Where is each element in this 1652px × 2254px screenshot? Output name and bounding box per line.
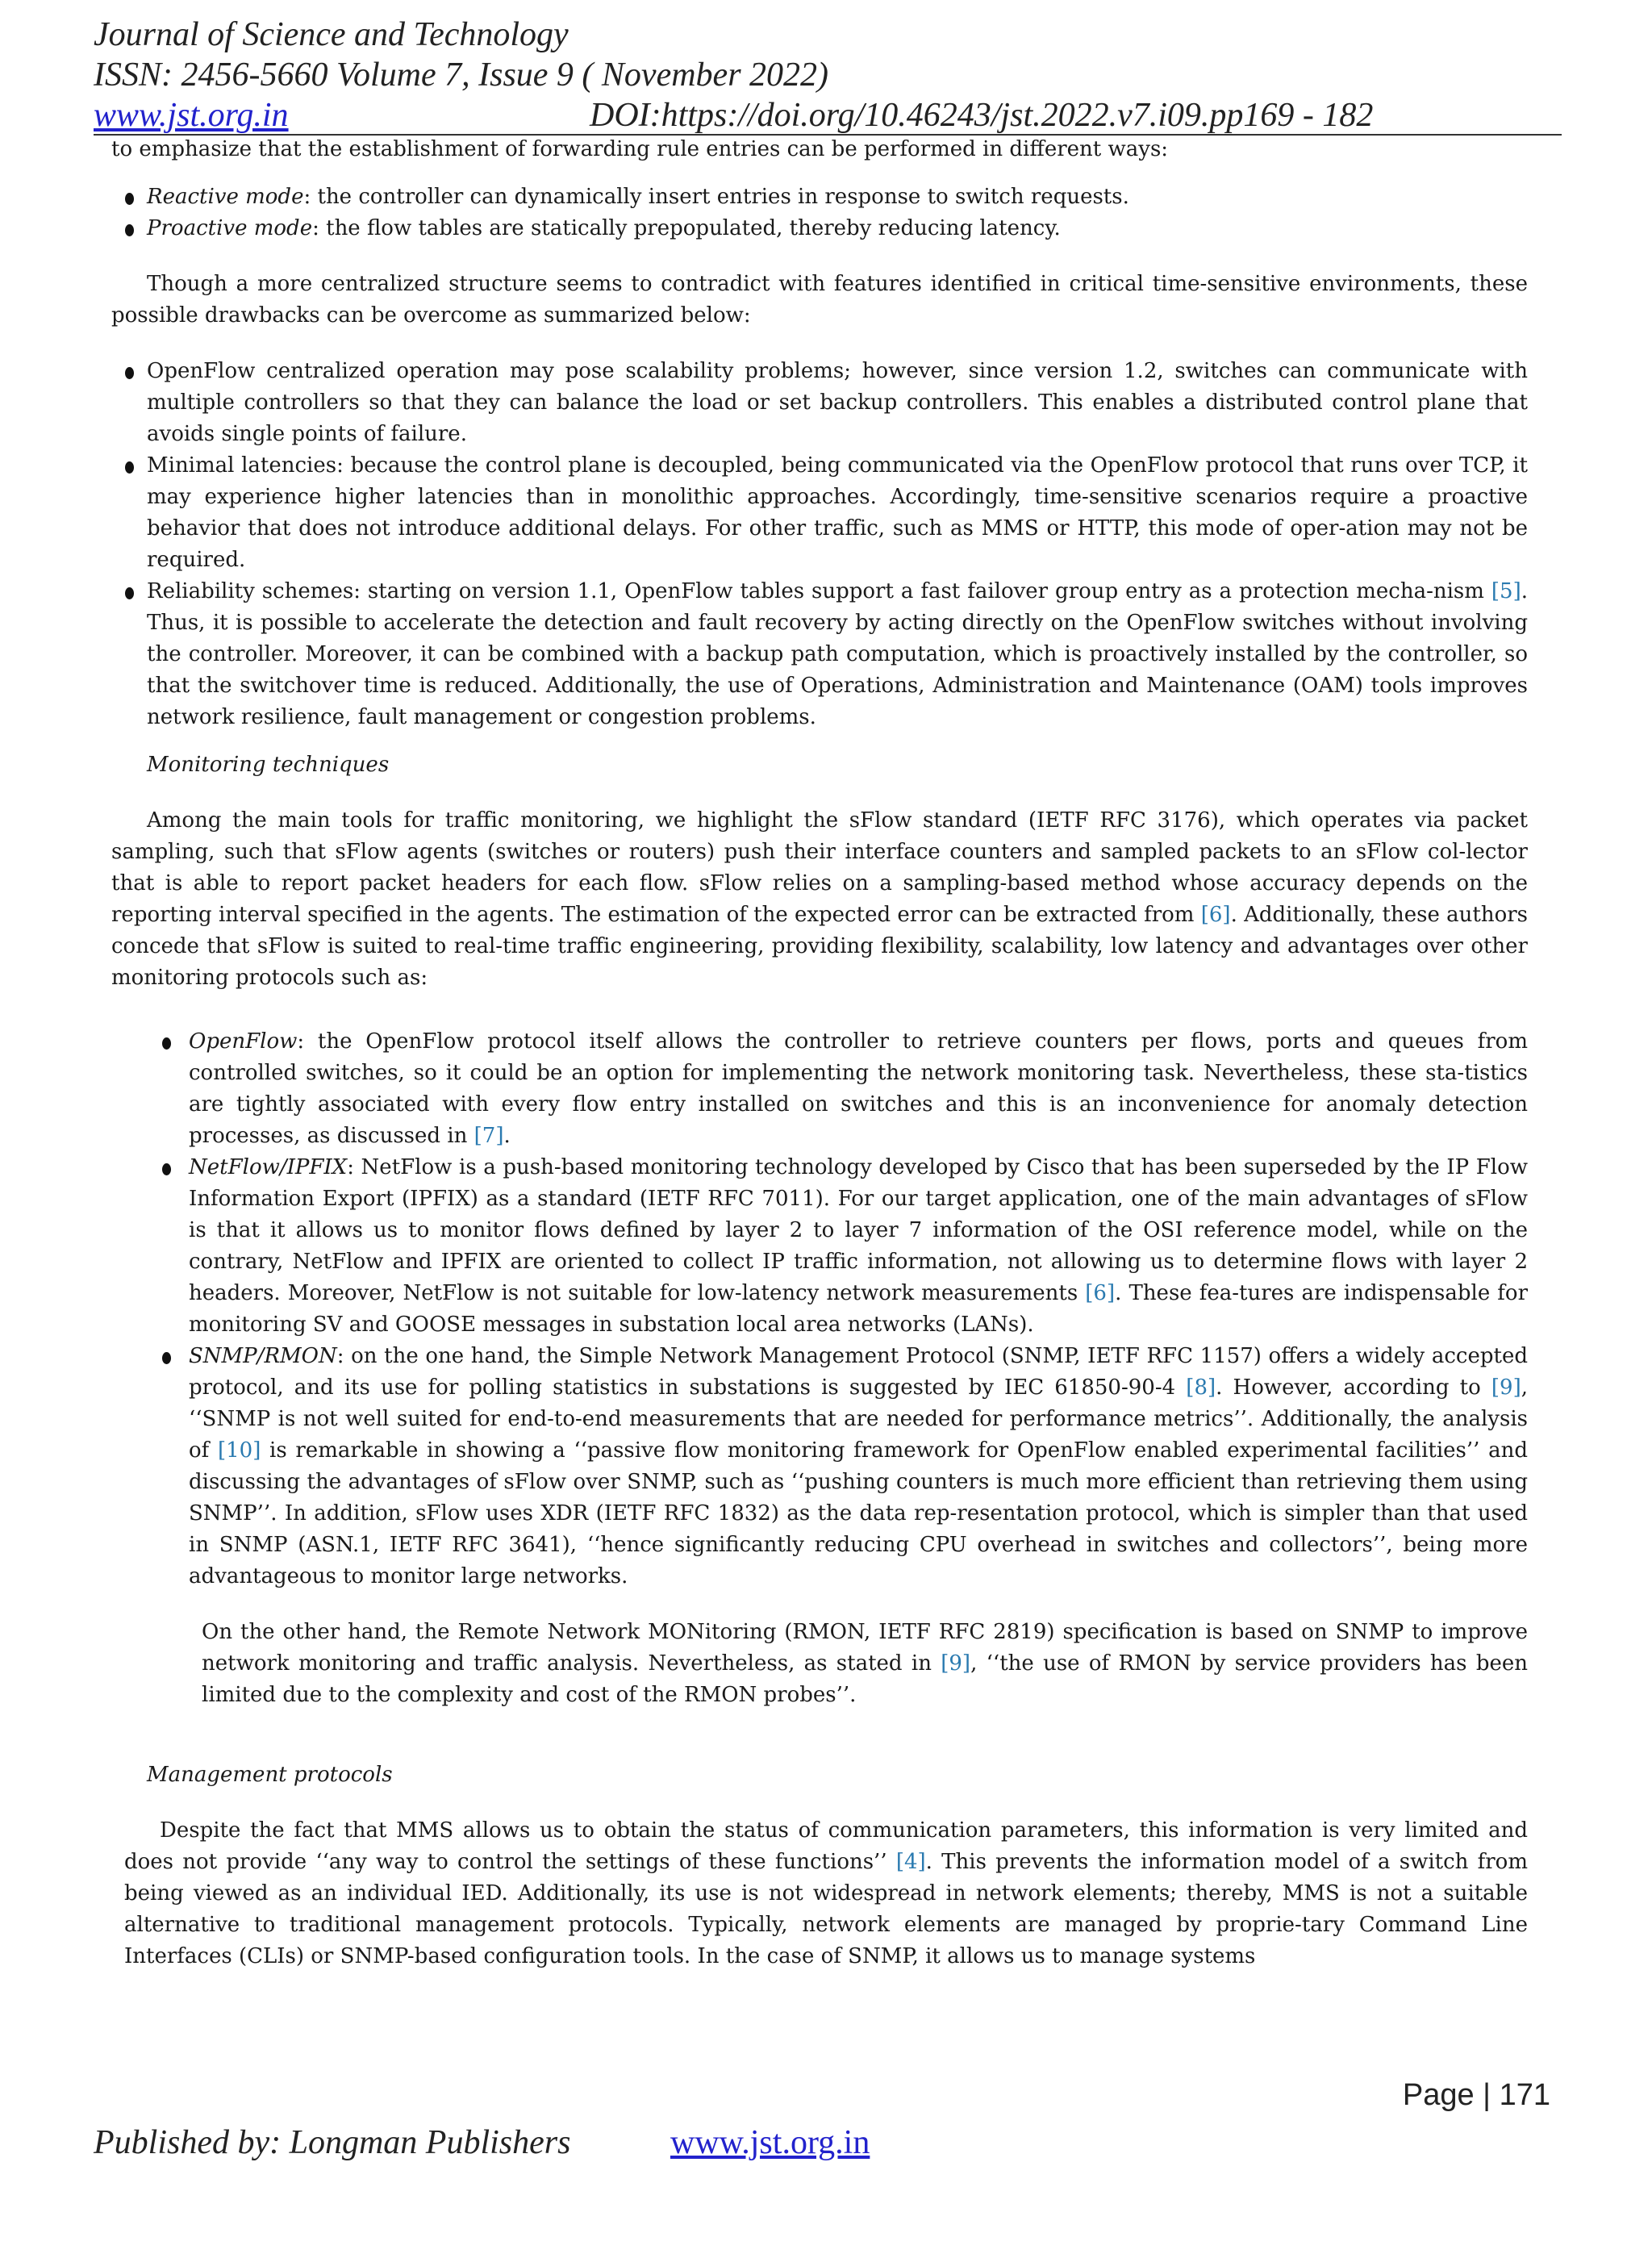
bullet-icon [162, 1037, 171, 1050]
drawbacks-list [111, 356, 1528, 733]
list-item-text: Minimal latencies: because the control plane is decoupled, being communicated via the OpenFlow protocol that runs over TCP, it may experience higher latencies than in monolithic approaches. Accordingly, time-sensitive scenarios require a proactive behavior that does not introduce additional delays. For other traffic, such as MMS or HTTP, this mode of oper-ation may not be required. [147, 453, 1528, 572]
list-item [111, 450, 1528, 576]
list-item [111, 213, 1528, 244]
protocol-term: OpenFlow [189, 1029, 298, 1054]
bullet-icon [125, 461, 134, 474]
protocols-list [111, 1026, 1528, 1592]
journal-issn: ISSN: 2456-5660 Volume 7, Issue 9 ( November 2022) [94, 56, 829, 94]
mode-term: Reactive mode [147, 185, 304, 209]
protocol-term: SNMP/RMON [189, 1344, 337, 1368]
centralized-paragraph: Though a more centralized structure seems to contradict with features identified in critical time-sensitive environments, these possible drawbacks can be overcome as summarized below: [111, 272, 1528, 328]
paragraph-text: . This prevents the information model of a switch from being viewed as an individual IED. Additionally, its use is not widespread in network elements; thereby, MMS is not a suitable alternative to traditional management protocols. Typically, network elements are managed by proprie-tary Command Line Interfaces (CLIs) or SNMP-based configuration tools. In the case of SNMP, it allows us to manage systems [124, 1850, 1528, 1968]
header-website-link[interactable]: www.jst.org.in [94, 97, 289, 134]
citation-link[interactable]: [8] [1186, 1375, 1216, 1400]
citation-link[interactable]: [6] [1085, 1281, 1116, 1305]
list-item [111, 576, 1528, 733]
intro-line: to emphasize that the establishment of forwarding rule entries can be performed in different ways: [111, 137, 1169, 161]
paragraph-text: On the other hand, the Remote Network MONitoring (RMON, IETF RFC 2819) specification is based on SNMP to improve network monitoring and traffic analysis. Nevertheless, as stated in [202, 1620, 1528, 1676]
section-heading-monitoring: Monitoring techniques [147, 753, 390, 777]
citation-link[interactable]: [5] [1491, 579, 1521, 603]
modes-list [111, 182, 1528, 244]
section-heading-management: Management protocols [147, 1763, 393, 1787]
bullet-icon [125, 367, 134, 379]
list-item-text: OpenFlow centralized operation may pose scalability problems; however, since version 1.2, switches can communicate with multiple controllers so that they can balance the load or set backup controllers. This enables a distributed control plane that avoids single points of failure. [147, 359, 1528, 446]
bullet-icon [162, 1352, 171, 1364]
mode-text: : the flow tables are statically prepopulated, thereby reducing latency. [312, 216, 1061, 240]
paragraph-text: , ‘‘the use of RMON by service providers has been limited due to the complexity and cost of the RMON probes’’. [202, 1651, 1528, 1707]
citation-link[interactable]: [9] [1491, 1375, 1521, 1400]
list-item-text: Reliability schemes: starting on version 1.1, OpenFlow tables support a fast failover group entry as a protection mecha-nism [147, 579, 1491, 603]
article-body [111, 134, 1528, 1972]
paragraph-text: Despite the fact that MMS allows us to obtain the status of communication parameters, this information is very limited and does not provide ‘‘any way to control the settings of these functions’’ [124, 1818, 1528, 1874]
mode-text: : the controller can dynamically insert entries in response to switch requests. [303, 185, 1129, 209]
protocol-term: NetFlow/IPFIX [189, 1155, 348, 1179]
rmon-paragraph [111, 1617, 1528, 1711]
journal-title: Journal of Science and Technology [94, 16, 569, 53]
list-item-text: : NetFlow is a push-based monitoring technology developed by Cisco that has been superseded by the IP Flow Information Export (IPFIX) as a standard (IETF RFC 7011). For our target application, one of the main advantages of sFlow is that it allows us to monitor flows defined by layer 2 to layer 7 information of the OSI reference model, while on the contrary, NetFlow and IPFIX are oriented to collect IP traffic information, not allowing us to determine flows with layer 2 headers. Moreover, NetFlow is not suitable for low-latency network measurements [189, 1155, 1528, 1305]
citation-link[interactable]: [10] [217, 1438, 261, 1463]
list-item-text: . [503, 1124, 511, 1148]
header-link-row [94, 95, 1562, 137]
list-item-text: : on the one hand, the Simple Network Management Protocol (SNMP, IETF RFC 1157) offers a widely accepted protocol, and its use for polling statistics in substations is suggested by IEC 61850-90-4 [189, 1344, 1528, 1400]
monitoring-paragraph [111, 805, 1528, 994]
citation-link[interactable]: [4] [895, 1850, 926, 1874]
list-item-text: . However, according to [1216, 1375, 1491, 1400]
list-item-text: . These fea-tures are indispensable for monitoring SV and GOOSE messages in substation local area networks (LANs). [189, 1281, 1528, 1337]
management-paragraph [111, 1815, 1528, 1972]
header-doi: DOI:https://doi.org/10.46243/jst.2022.v7.i09.pp169 - 182 [590, 97, 1374, 134]
citation-link[interactable]: [7] [473, 1124, 504, 1148]
page-number: Page | 171 [1402, 2078, 1550, 2112]
citation-link[interactable]: [6] [1200, 903, 1231, 927]
list-item [111, 1026, 1528, 1152]
mode-term: Proactive mode [147, 216, 313, 240]
list-item-text: . Thus, it is possible to accelerate the detection and fault recovery by acting directly on the OpenFlow switches without involving the controller. Moreover, it can be combined with a backup path computation, which is proactively installed by the controller, so that the switchover time is reduced. Additionally, the use of Operations, Administration and Maintenance (OAM) tools improves network resilience, fault management or congestion problems. [147, 579, 1528, 729]
footer-website-link[interactable]: www.jst.org.in [670, 2124, 870, 2161]
list-item-text: is remarkable in showing a ‘‘passive flow monitoring framework for OpenFlow enabled experimental facilities’’ and discussing the advantages of sFlow over SNMP, such as ‘‘pushing counters is much more efficient than retrieving them using SNMP’’. In addition, sFlow uses XDR (IETF RFC 1832) as the data rep-resentation protocol, which is simpler than that used in SNMP (ASN.1, IETF RFC 3641), ‘‘hence significantly reducing CPU overhead in switches and collectors’’, being more advantageous to monitor large networks. [189, 1438, 1528, 1588]
bullet-icon [125, 224, 134, 236]
journal-header [94, 15, 1562, 137]
bullet-icon [162, 1163, 171, 1175]
list-item [111, 356, 1528, 450]
list-item-text: : the OpenFlow protocol itself allows the controller to retrieve counters per flows, ports and queues from controlled switches, so it could be an option for implementing the network monitoring task. Nevertheless, these sta-tistics are tightly associated with every flow entry installed on switches and this is an inconvenience for anomaly detection processes, as discussed in [189, 1029, 1528, 1148]
citation-link[interactable]: [9] [941, 1651, 971, 1676]
list-item [111, 1152, 1528, 1341]
page-footer [94, 2123, 1062, 2162]
list-item [111, 1341, 1528, 1592]
list-item [111, 182, 1528, 213]
list-item-text: , ‘‘SNMP is not well suited for end-to-end measurements that are needed for performance metrics’’. Additionally, the analysis of [189, 1375, 1529, 1463]
paragraph-text: . Additionally, these authors concede that sFlow is suited to real-time traffic engineering, providing flexibility, scalability, low latency and advantages over other monitoring protocols such as: [111, 903, 1529, 990]
paragraph-text: Among the main tools for traffic monitoring, we highlight the sFlow standard (IETF RFC 3176), which operates via packet sampling, such that sFlow agents (switches or routers) push their interface counters and sampled packets to an sFlow col-lector that is able to report packet headers for each flow. sFlow relies on a sampling-based method whose accuracy depends on the reporting interval specified in the agents. The estimation of the expected error can be extracted from [111, 808, 1528, 927]
bullet-icon [125, 587, 134, 599]
bullet-icon [125, 193, 134, 205]
footer-publisher: Published by: Longman Publishers [94, 2124, 571, 2161]
